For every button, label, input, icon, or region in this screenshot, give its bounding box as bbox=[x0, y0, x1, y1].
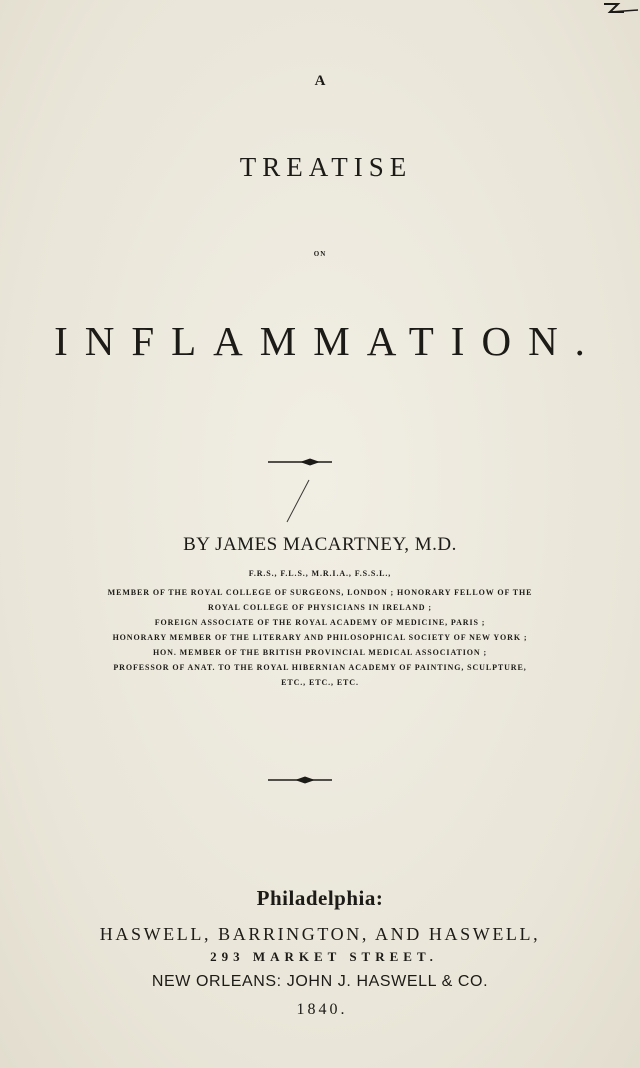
imprint-city: Philadelphia: bbox=[256, 886, 384, 910]
title-article: A bbox=[314, 73, 326, 89]
imprint-second-city: NEW ORLEANS: JOHN J. HASWELL & CO. bbox=[151, 973, 489, 990]
decorative-rule bbox=[0, 773, 640, 787]
title-treatise: TREATISE bbox=[239, 152, 413, 182]
credential-line: HON. MEMBER OF THE BRITISH PROVINCIAL MEDICAL ASSOCIATION ; bbox=[152, 648, 488, 657]
credential-line: FOREIGN ASSOCIATE OF THE ROYAL ACADEMY OF MEDICINE, PARIS ; bbox=[154, 618, 486, 627]
corner-pencil-mark bbox=[598, 0, 640, 22]
author-qualifications: F.R.S., F.L.S., M.R.I.A., F.S.S.L., bbox=[248, 569, 392, 578]
author-byline: BY JAMES MACARTNEY, M.D. bbox=[183, 534, 457, 555]
credential-line: ROYAL COLLEGE OF PHYSICIANS IN IRELAND ; bbox=[208, 603, 432, 612]
imprint-street: 293 MARKET STREET. bbox=[210, 949, 438, 964]
imprint-publisher: HASWELL, BARRINGTON, AND HASWELL, bbox=[99, 924, 541, 944]
credential-line: MEMBER OF THE ROYAL COLLEGE OF SURGEONS, LONDON ; HONORARY FELLOW OF THE bbox=[107, 588, 533, 597]
credential-line: PROFESSOR OF ANAT. TO THE ROYAL HIBERNIAN ACADEMY OF PAINTING, SCULPTURE, bbox=[113, 663, 527, 672]
title-on: ON bbox=[313, 250, 327, 258]
credential-line: HONORARY MEMBER OF THE LITERARY AND PHILOSOPHICAL SOCIETY OF NEW YORK ; bbox=[112, 633, 528, 642]
title-subject: INFLAMMATION. bbox=[54, 318, 602, 364]
credential-line: ETC., ETC., ETC. bbox=[281, 678, 359, 687]
decorative-rule bbox=[0, 455, 640, 469]
pencil-stroke-mark bbox=[283, 478, 313, 526]
imprint-year: 1840. bbox=[296, 1001, 348, 1018]
